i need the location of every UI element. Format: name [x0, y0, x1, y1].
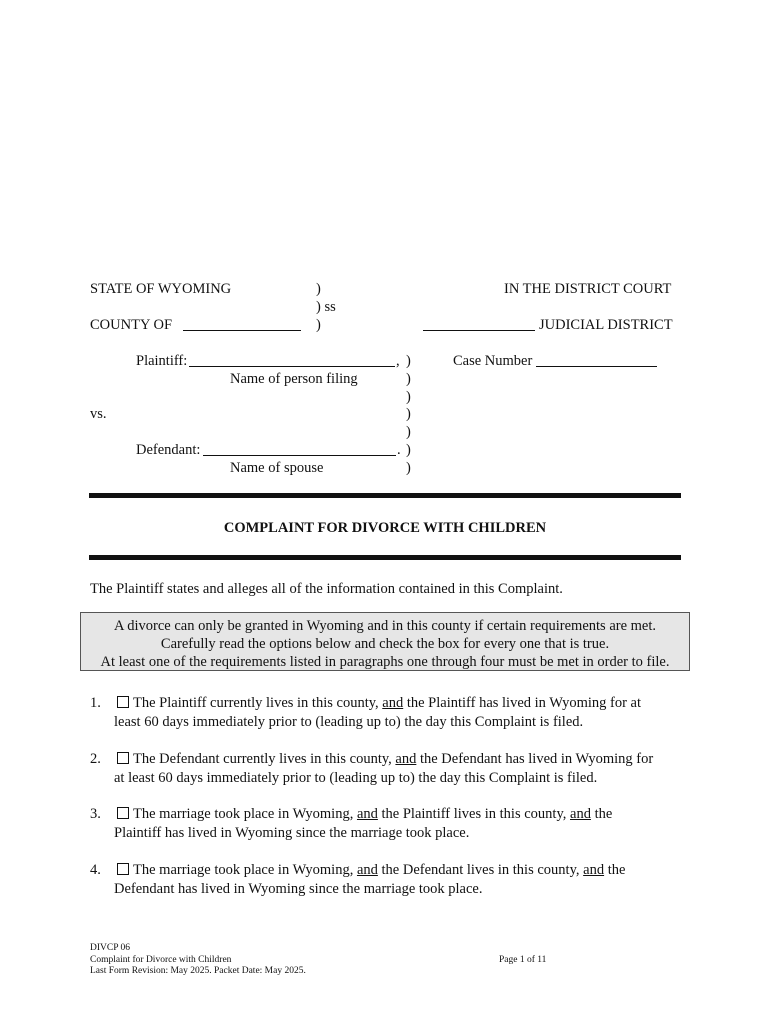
document-title: COMPLAINT FOR DIVORCE WITH CHILDREN	[223, 520, 547, 536]
plaintiff-hint: Name of person filing	[230, 371, 358, 387]
footer-left	[90, 943, 306, 978]
caption-paren: )	[316, 281, 321, 297]
item-text: the	[594, 806, 613, 822]
item-and: and	[356, 806, 378, 822]
caption-paren: )	[316, 317, 321, 333]
notice-line: At least one of the requirements listed in paragraphs one through four must be met in order to file.	[100, 654, 670, 670]
plaintiff-label: Plaintiff:	[136, 353, 188, 369]
form-name: Complaint for Divorce with Children	[90, 954, 232, 965]
item-text: the Plaintiff has lived in Wyoming for at	[406, 695, 642, 711]
case-number-label: Case Number	[453, 353, 533, 369]
item-line2: at least 60 days immediately prior to (leading up to) the day this Complaint is filed.	[114, 770, 598, 786]
county-field[interactable]	[183, 330, 301, 331]
defendant-hint: Name of spouse	[230, 460, 324, 476]
item-and: and	[395, 751, 417, 767]
caption-paren: )	[406, 353, 411, 369]
item-text: the	[607, 862, 626, 878]
caption-paren: )	[406, 371, 411, 387]
plaintiff-comma: ,	[396, 353, 400, 369]
plaintiff-name-field[interactable]	[189, 366, 395, 367]
court-label: IN THE DISTRICT COURT	[504, 281, 672, 297]
item-text: the Defendant lives in this county,	[381, 862, 580, 878]
state-label: STATE OF WYOMING	[90, 281, 232, 297]
form-revision: Last Form Revision: May 2025. Packet Date: May 2025.	[90, 966, 306, 976]
judicial-district-label: JUDICIAL DISTRICT	[539, 317, 673, 333]
form-code: DIVCP 06	[90, 943, 131, 953]
item-text: the Defendant has lived in Wyoming for	[419, 751, 654, 767]
item-number: 2.	[90, 751, 101, 767]
item-number: 3.	[90, 806, 101, 822]
requirement-checkbox[interactable]	[117, 863, 129, 875]
item-and: and	[570, 806, 591, 822]
caption-paren: )	[406, 389, 411, 405]
title-rule-bottom	[89, 555, 681, 560]
item-line2: Plaintiff has lived in Wyoming since the marriage took place.	[114, 825, 470, 841]
caption-paren: )	[406, 406, 411, 422]
item-text: The marriage took place in Wyoming,	[133, 862, 354, 878]
item-and: and	[382, 695, 404, 711]
item-text: the Plaintiff lives in this county,	[381, 806, 567, 822]
requirement-checkbox[interactable]	[117, 752, 129, 764]
item-and: and	[356, 862, 378, 878]
intro-text: The Plaintiff states and alleges all of the information contained in this Complaint.	[90, 581, 563, 597]
defendant-period: .	[397, 442, 401, 458]
defendant-name-field[interactable]	[203, 455, 396, 456]
title-rule-top	[89, 493, 681, 498]
notice-line: Carefully read the options below and check the box for every one that is true.	[160, 636, 610, 652]
item-number: 1.	[90, 695, 101, 711]
caption-paren: )	[406, 460, 411, 476]
item-line2: least 60 days immediately prior to (leading up to) the day this Complaint is filed.	[114, 714, 584, 730]
item-and: and	[583, 862, 605, 878]
notice-box	[80, 612, 690, 671]
defendant-label: Defendant:	[136, 442, 201, 458]
item-text: The Defendant currently lives in this county,	[133, 751, 392, 767]
caption-paren: )	[406, 424, 411, 440]
notice-line: A divorce can only be granted in Wyoming and in this county if certain requirements are met.	[113, 618, 657, 634]
requirement-checkbox[interactable]	[117, 807, 129, 819]
item-number: 4.	[90, 862, 101, 878]
county-label: COUNTY OF	[90, 317, 173, 333]
page-number: Page 1 of 11	[499, 955, 547, 965]
requirement-checkbox[interactable]	[117, 696, 129, 708]
caption-paren: )	[406, 442, 411, 458]
case-number-field[interactable]	[536, 366, 657, 367]
ss-label: ) ss	[316, 299, 336, 315]
vs-label: vs.	[90, 406, 107, 422]
item-line2: Defendant has lived in Wyoming since the marriage took place.	[114, 881, 483, 897]
item-text: The marriage took place in Wyoming,	[133, 806, 354, 822]
judicial-district-field[interactable]	[423, 330, 535, 331]
item-text: The Plaintiff currently lives in this county,	[133, 695, 379, 711]
